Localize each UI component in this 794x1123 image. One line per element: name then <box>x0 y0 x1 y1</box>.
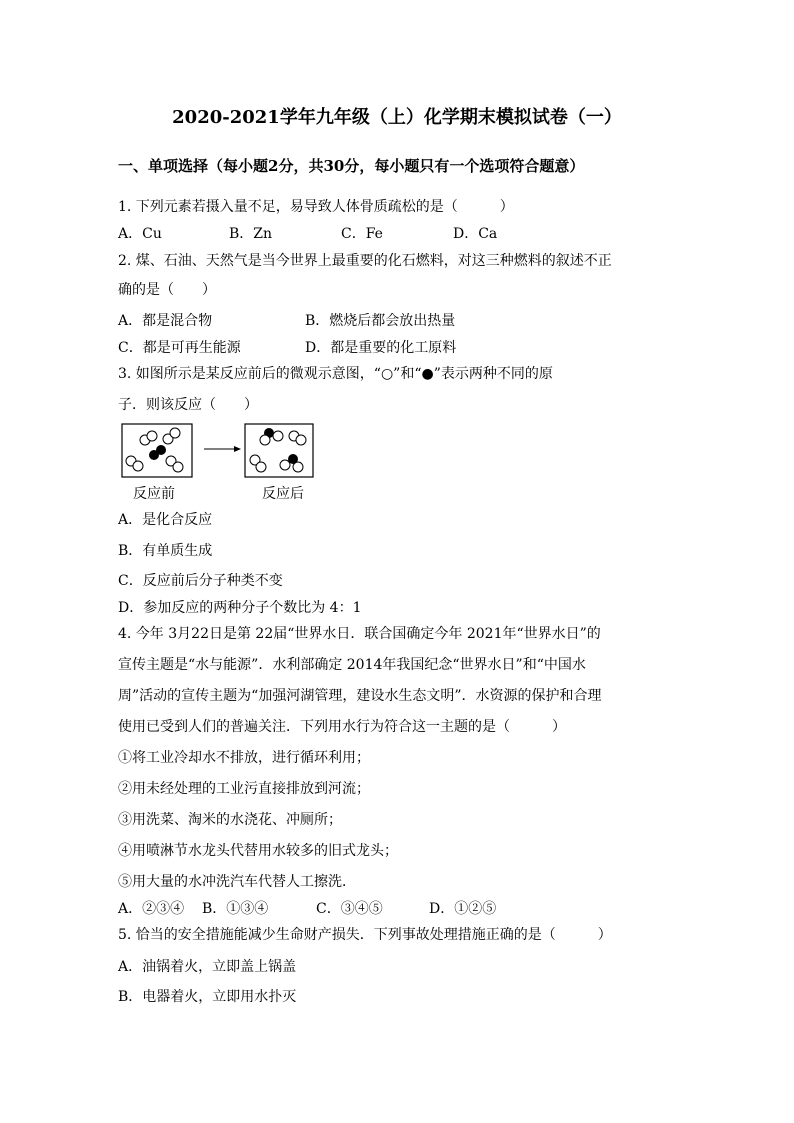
q1-option-a: A．Cu <box>118 226 162 242</box>
q1-option-c: C．Fe <box>341 226 383 242</box>
q4-item-3: ③用洗菜、淘米的水浇花、冲厕所； <box>118 812 342 828</box>
section-heading: 一、单项选择（每小题2分，共30分，每小题只有一个选项符合题意） <box>118 157 585 175</box>
q4-stem-line3: 周”活动的宣传主题为“加强河湖管理，建设水生态文明”．水资源的保护和合理 <box>118 688 602 704</box>
reaction-diagram <box>118 420 318 482</box>
q2-option-d: D．都是重要的化工原料 <box>305 340 457 356</box>
q4-stem-line1: 4. 今年 3月22日是第 22届“世界水日．联合国确定今年 2021年“世界水日”的 <box>118 626 601 642</box>
q2-option-a: A．都是混合物 <box>118 313 213 329</box>
q4-item-5: ⑤用大量的水冲洗汽车代替人工擦洗． <box>118 874 356 890</box>
caption-before: 反应前 <box>133 486 175 502</box>
q4-item-4: ④用喷淋节水龙头代替用水较多的旧式龙头； <box>118 843 398 859</box>
q1-option-b: B．Zn <box>229 226 273 242</box>
q5-option-b: B．电器着火，立即用水扑灭 <box>118 989 297 1005</box>
q1-option-d: D．Ca <box>453 226 498 242</box>
q4-option-b: B．①③④ <box>202 901 269 917</box>
q2-option-c: C．都是可再生能源 <box>118 340 241 356</box>
q3-stem-line1: 3. 如图所示是某反应前后的微观示意图，“○”和“●”表示两种不同的原 <box>118 366 553 382</box>
q3-option-d: D．参加反应的两种分子个数比为 4：1 <box>118 600 362 616</box>
page-title: 2020-2021学年九年级（上）化学期末模拟试卷（一） <box>172 107 622 128</box>
q4-option-a: A．②③④ <box>118 901 185 917</box>
q2-option-b: B．燃烧后都会放出热量 <box>305 313 456 329</box>
q4-stem-line2: 宣传主题是“水与能源”．水利部确定 2014年我国纪念“世界水日”和“中国水 <box>118 657 586 673</box>
caption-after: 反应后 <box>262 486 304 502</box>
q4-item-1: ①将工业冷却水不排放，进行循环利用； <box>118 750 370 766</box>
q2-stem-line2: 确的是（ ） <box>118 282 216 298</box>
q4-option-c: C．③④⑤ <box>316 901 383 917</box>
q2-stem-line1: 2. 煤、石油、天然气是当今世界上最重要的化石燃料，对这三种燃料的叙述不正 <box>118 253 612 269</box>
q4-item-2: ②用未经处理的工业污直接排放到河流； <box>118 781 370 797</box>
q3-option-b: B．有单质生成 <box>118 543 213 559</box>
q3-stem-line2: 子．则该反应（ ） <box>118 397 258 413</box>
q3-option-c: C．反应前后分子种类不变 <box>118 573 283 589</box>
q5-stem: 5. 恰当的安全措施能减少生命财产损失．下列事故处理措施正确的是（ ） <box>118 927 612 943</box>
q5-option-a: A．油锅着火，立即盖上锅盖 <box>118 959 297 975</box>
q4-stem-line4: 使用已受到人们的普遍关注．下列用水行为符合这一主题的是（ ） <box>118 719 566 735</box>
q4-option-d: D．①②⑤ <box>429 901 497 917</box>
q1-stem: 1. 下列元素若摄入量不足，易导致人体骨质疏松的是（ ） <box>118 199 514 215</box>
q3-option-a: A．是化合反应 <box>118 512 213 528</box>
